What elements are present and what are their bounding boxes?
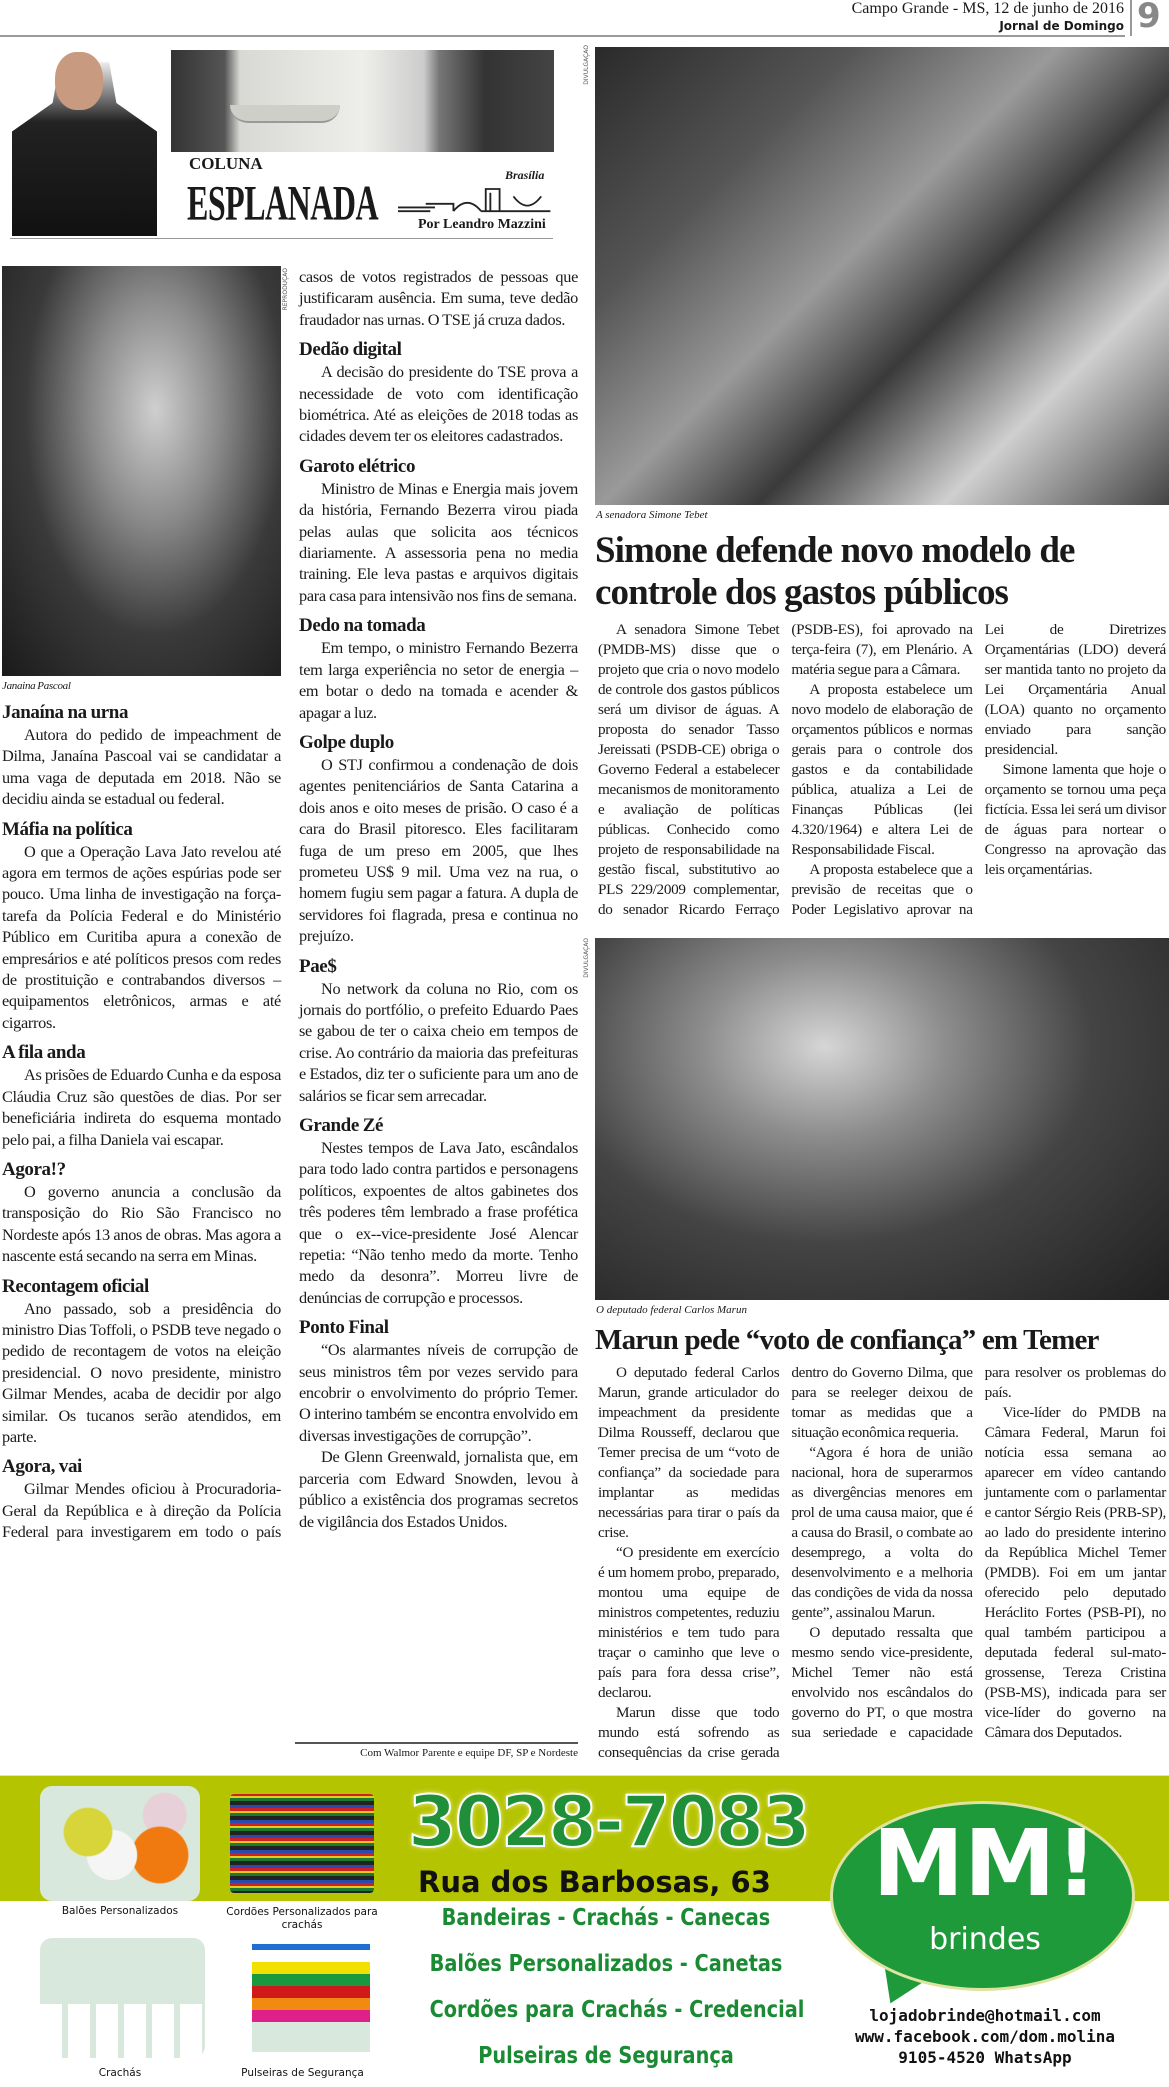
congress-dome-shape xyxy=(230,105,340,123)
article-paragraph: Marun disse que todo mundo está sofrendo as consequências da crise gerada dentro do Governo Dilma, que para se reeleger deixou de tomar as medidas que a situação econômica requeria. xyxy=(598,1364,973,1761)
note-paragraph: De Glenn Greenwald, jornalista que, em parceria com Edward Snowden, levou à público a existência dos programas secretos de vigilância dos Estados Unidos. xyxy=(299,1447,578,1531)
photo-credit: DIVULGAÇÃO xyxy=(583,45,590,85)
note-paragraph: O que a Operação Lava Jato revelou até agora em termos de ações espúrias pode ser pouco. Uma linha de investigação na força-tarefa da Polícia Federal e do Ministério Público em Curitiba apura a conexão de empresários e até políticos presos com redes de prostituição e contrabandos diversos – equipamentos eletrônicos, armas e até cigarros. xyxy=(2,841,281,1032)
column-note xyxy=(299,338,578,447)
balloons-image xyxy=(40,1786,200,1901)
note-paragraph: A decisão do presidente do TSE prova a necessidade de voto com identificação biométrica. Até as eleições de 2018 todas as cidades devem ter os eleitores cadastrados. xyxy=(299,362,578,446)
photo-credit: DIVULGAÇÃO xyxy=(583,938,590,978)
column-title: ESPLANADA xyxy=(187,174,379,231)
ad-product-line: Bandeiras - Crachás - Canecas xyxy=(441,1905,771,1931)
note-title: Ponto Final xyxy=(299,1317,389,1339)
ad-product-label: Cordões Personalizados para crachás xyxy=(226,1906,378,1931)
ad-product-label: Balões Personalizados xyxy=(61,1905,179,1917)
note-title: A fila anda xyxy=(2,1042,86,1064)
column-note xyxy=(2,1275,281,1448)
photo-caption: A senadora Simone Tebet xyxy=(596,509,708,521)
column-note xyxy=(2,1158,281,1267)
column-note xyxy=(2,818,281,1034)
article-paragraph: O deputado ressalta que mesmo sendo vice-presidente, Michel Temer não está envolvido nos escândalos do governo do PT, o que mostra sua seriedade e capacidade para resolver os problemas do país. xyxy=(791,1364,1166,1741)
photo-caption: Janaina Pascoal xyxy=(2,680,71,692)
page-number: 9 xyxy=(1130,0,1161,36)
article-paragraph: A senadora Simone Tebet (PMDB-MS) disse que o projeto que cria o novo modelo de controle dos gastos públicos será um divisor de águas. A proposta do senador Tasso Jereissati (PSDB-CE) obriga o Governo Federal a estabelecer mecanismos de monitoramento e avaliação de políticas públicas. Conhecido como projeto de responsabilidade na gestão fiscal, substitutivo ao PLS 229/2009 complementar, do senador Ricardo Ferraço (PSDB-ES), foi aprovado na terça-feira (7), em Plenário. A matéria segue para a Câmara. xyxy=(598,621,973,918)
note-paragraph: O STJ confirmou a condenação de dois agentes penitenciários de Santa Catarina a dois anos e oito meses de prisão. O caso é a cara do Brasil pitoresco. Eles facilitaram fuga de um preso em 2005, que lhes prometeu US$ 9 mil. Uma vez na rua, o homem fugiu sem pagar a fatura. A dupla de servidores foi flagrada, presa e continua no prejuízo. xyxy=(299,754,578,946)
column-note xyxy=(299,731,578,947)
article-paragraph: A proposta estabelece um novo modelo de elaboração de orçamentos públicos e normas gerais para o controle dos gastos e da contabilidade pública, atualiza a Lei de Finanças Públicas (lei 4.320/1964) e altera Lei de Responsabilidade Fiscal. xyxy=(791,681,973,858)
simone-tebet-photo xyxy=(595,47,1169,505)
carlos-marun-photo xyxy=(595,938,1169,1300)
note-title: Agora!? xyxy=(2,1158,66,1180)
article-paragraph: “Agora é hora de união nacional, hora de superarmos as divergências menores em prol de uma causa maior, que é a causa do Brasil, o combate ao desemprego, a volta do desenvolvimento e a melhoria das condições de vida da nossa gente”, assinalou Marun. xyxy=(791,1444,973,1621)
note-paragraph: As prisões de Eduardo Cunha e da esposa Cláudia Cruz são questões de dias. Por ser beneficiária indireta do esquema montado pelo pai, a filha Daniela vai escapar. xyxy=(2,1065,281,1149)
badges-image xyxy=(40,1938,205,2058)
header-rule xyxy=(0,35,1125,37)
column-header-rule xyxy=(10,238,553,239)
ad-product-label: Crachás xyxy=(98,2067,142,2079)
article-paragraph: A proposta estabelece que a previsão de receitas que o Poder Legislativo aprovar na Lei de Diretrizes Orçamentárias (LDO) deverá ser mantida tanto no projeto da Lei Orçamentária Anual (LOA) quanto no orçamento enviado para sanção presidencial. xyxy=(791,621,1166,918)
mm-brindes-logo-sub: brindes xyxy=(929,1922,1041,1957)
ad-product-line: Balões Personalizados - Canetas xyxy=(429,1951,783,1977)
note-title: Recontagem oficial xyxy=(2,1275,149,1297)
note-paragraph: “Os alarmantes níveis de corrupção de seus ministros têm por vezes servido para encobrir o envolvimento do próprio Temer. O interino também se encontra envolvido em diversas investigações de corrupção”. xyxy=(299,1340,578,1445)
ad-phone: 3028-7083 xyxy=(408,1781,809,1863)
wristbands-image xyxy=(222,1938,382,2058)
mm-brindes-logo: MM! xyxy=(872,1810,1098,1917)
article-body xyxy=(598,1363,1166,1763)
column-note xyxy=(2,701,281,810)
note-title: Grande Zé xyxy=(299,1115,384,1136)
article-body xyxy=(598,620,1166,920)
ad-address: Rua dos Barbosas, 63 xyxy=(418,1865,771,1899)
column-note xyxy=(299,1114,578,1308)
janaina-photo xyxy=(2,266,281,676)
article-paragraph: Simone lamenta que hoje o orçamento se tornou uma peça fictícia. Essa lei será um divisor de águas para nortear o Congresso na aprovação das leis orçamentárias. xyxy=(984,761,1166,878)
columnist-photo-face xyxy=(55,52,103,110)
note-paragraph: Em tempo, o ministro Fernando Bezerra tem larga experiência no setor de energia – em botar o dedo na tomada e acender & apagar a luz. xyxy=(299,638,578,722)
paper-name: Jornal de Domingo xyxy=(999,19,1124,33)
note-title: Garoto elétrico xyxy=(299,455,416,477)
ad-product-line: Cordões para Crachás - Credencial xyxy=(429,1997,805,2023)
column-notes xyxy=(2,266,578,1543)
advertisement[interactable] xyxy=(0,1775,1169,2087)
note-paragraph: Gilmar Mendes oficiou à Procuradoria-Geral da República e à direção da Polícia Federal para investigarem em todo o país casos de votos registrados de pessoas que justificaram ausência. Em suma, teve dedão fraudador nas urnas. O TSE já cruza dados. xyxy=(2,267,578,1542)
ad-facebook[interactable]: www.facebook.com/dom.molina xyxy=(854,2027,1116,2046)
ad-whatsapp: 9105-4520 WhatsApp xyxy=(898,2048,1072,2067)
note-paragraph: No network da coluna no Rio, com os jornais do portfólio, o prefeito Eduardo Paes se gabou de ter o caixa cheio em tempos de crise. Ao contrário da maioria das prefeituras e Estados, diz ter o suficiente para um ano de salários se ficar sem arrecadar. xyxy=(299,978,578,1105)
column-note xyxy=(299,955,578,1106)
ad-product-label: Pulseiras de Segurança xyxy=(241,2067,364,2079)
note-paragraph: Autora do pedido de impeachment de Dilma, Janaína Pascoal vai se candidatar a uma vaga de deputada em 2018. Não se decidiu ainda se estadual ou federal. xyxy=(2,725,281,809)
photo-caption: O deputado federal Carlos Marun xyxy=(596,1304,747,1316)
note-title: Janaína na urna xyxy=(2,702,129,723)
column-kicker: COLUNA xyxy=(189,154,263,173)
note-paragraph: Ano passado, sob a presidência do ministro Dias Toffoli, o PSDB teve negado o pedido de recontagem de votos na eleição presidencial. O novo presidente, ministro Gilmar Mendes, acaba de decidir por algo similar. Os tucanos serão atendidos, em parte. xyxy=(2,1298,281,1446)
brasilia-skyline-icon xyxy=(398,186,555,216)
note-title: Dedo na tomada xyxy=(299,615,426,637)
column-note xyxy=(299,455,578,606)
note-paragraph: Ministro de Minas e Energia mais jovem da história, Fernando Bezerra virou piada pelas aulas que solicita aos técnicos diariamente. A assessoria pena no media training. Ele leva pastas e arquivos digitais para casa para intensivão nos fins de semana. xyxy=(299,478,578,605)
dateline: Campo Grande - MS, 12 de junho de 2016 xyxy=(851,0,1124,17)
note-title: Golpe duplo xyxy=(299,731,394,753)
note-paragraph: O governo anuncia a conclusão da transposição do Rio São Francisco no Nordeste após 13 anos de obras. Mas agora a nascente está secando na serra em Minas. xyxy=(2,1181,281,1266)
note-title: Dedão digital xyxy=(299,339,402,361)
note-title: Pae$ xyxy=(299,955,337,977)
note-paragraph: Nestes tempos de Lava Jato, escândalos para todo lado contra partidos e personagens políticos, expoentes de altos gabinetes dos três poderes têm lembrado a frase profética que o ex--vice-presidente José Alencar repetia: “Não tenho medo da morte. Tenho medo da desonra”. Morreu livre de denúncias de corrupção e processos. xyxy=(299,1138,578,1307)
ad-product-line: Pulseiras de Segurança xyxy=(478,2043,734,2069)
ad-email[interactable]: lojadobrinde@hotmail.com xyxy=(869,2006,1101,2025)
column-note xyxy=(299,614,578,723)
lanyards-image xyxy=(222,1786,382,1901)
column-note xyxy=(299,1316,578,1532)
article-headline: Marun pede “voto de confiança” em Temer xyxy=(595,1324,1099,1356)
article-paragraph: Vice-líder do PMDB na Câmara Federal, Marun foi notícia essa semana ao aparecer em vídeo cantando juntamente com o parlamentar e cantor Sérgio Reis (PRB-SP), ao lado do presidente interino da República Michel Temer (PMDB). Foi em um jantar oferecido pelo deputado Heráclito Fortes (PSB-PI), no qual também participou a deputada federal sul-mato-grossense, Tereza Cristina (PSB-MS), indicada para ser vice-líder do governo na Câmara dos Deputados. xyxy=(984,1404,1166,1741)
column-note xyxy=(2,1041,281,1150)
note-title: Máfia na política xyxy=(2,818,133,840)
esplanada-banner-photo xyxy=(171,50,554,152)
column-footer-credit: Com Walmor Parente e equipe DF, SP e Nordeste xyxy=(295,1742,578,1760)
article-paragraph: O deputado federal Carlos Marun, grande articulador do impeachment da presidente Dilma Rousseff, declarou que Temer precisa de um “voto de confiança” da sociedade para implantar as medidas necessárias para tirar o país da crise. xyxy=(598,1364,780,1541)
note-title: Agora, vai xyxy=(2,1456,82,1478)
photo-credit: REPRODUÇÃO xyxy=(282,268,289,311)
column-location: Brasília xyxy=(505,168,545,182)
column-byline: Por Leandro Mazzini xyxy=(418,217,546,232)
article-headline: Simone defende novo modelo de controle dos gastos públicos xyxy=(595,530,1075,613)
article-paragraph: “O presidente em exercício é um homem probo, preparado, montou uma equipe de ministros competentes, reduziu ministérios e tem tudo para traçar o caminho que leve o país para fora dessa crise”, declarou. xyxy=(598,1544,780,1701)
